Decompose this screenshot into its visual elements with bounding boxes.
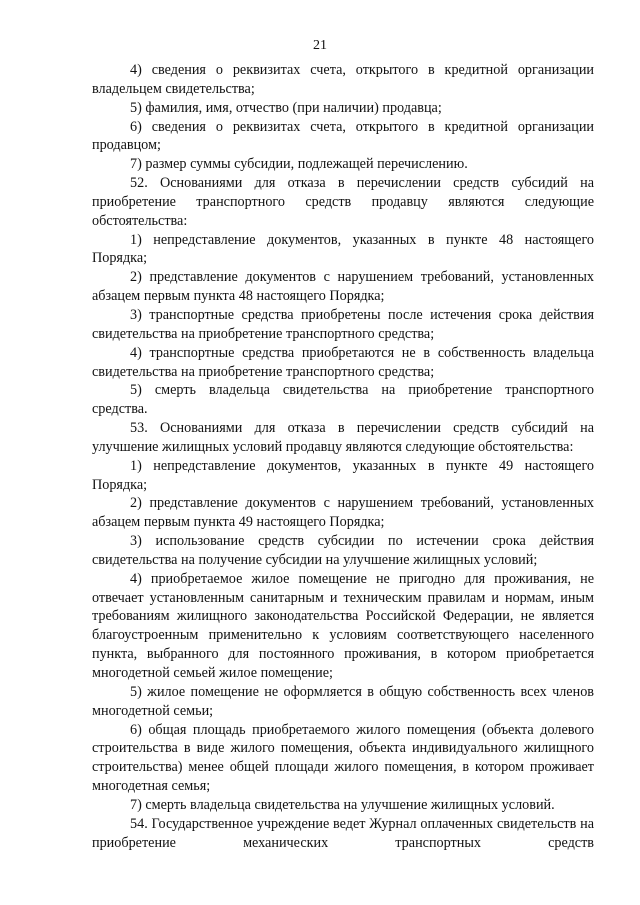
paragraph-53-item-7: 7) смерть владельца свидетельства на улучшение жилищных условий. <box>130 796 555 813</box>
page-number: 21 <box>313 38 327 53</box>
paragraph-item-6-seller-account: 6) сведения о реквизитах счета, открытого в кредитной организации продавцом; <box>92 118 594 154</box>
paragraph-clause-52: 52. Основаниями для отказа в перечислении средств субсидий на приобретение транспортного средств продавцу являются следующие обстоятельства: <box>92 175 594 229</box>
paragraph-clause-53: 53. Основаниями для отказа в перечислении средств субсидий на улучшение жилищных условий продавцу являются следующие обстоятельства: <box>92 420 594 455</box>
paragraph-item-4-account-owner: 4) сведения о реквизитах счета, открытого в кредитной организации владельцем свидетельства; <box>92 62 594 97</box>
paragraph-53-item-6: 6) общая площадь приобретаемого жилого помещения (объекта долевого строительства в виде жилого помещения, объекта индивидуального жилищного строительства) менее общей площади жилого помещения, в котором проживает многодетная семья; <box>92 721 594 795</box>
paragraph-53-item-2: 2) представление документов с нарушением требований, установленных абзацем первым пункта 49 настоящего Порядка; <box>92 495 594 531</box>
paragraph-53-item-1: 1) непредставление документов, указанных в пункте 49 настоящего Порядка; <box>92 457 594 493</box>
paragraph-53-item-4: 4) приобретаемое жилое помещение не пригодно для проживания, не отвечает установленным санитарным и техническим правилам и нормам, иным требованиям жилищного законодательства Российской Федерации, не является благоустроенным применительно к условиям соответствующего населенного пункта, выбранного для постоянного проживания, в котором приобретается многодетной семьей жилое помещение; <box>92 570 594 681</box>
paragraph-52-item-3: 3) транспортные средства приобретены после истечения срока действия свидетельства на приобретение транспортного средства; <box>92 306 594 342</box>
document-body <box>92 61 594 852</box>
paragraph-52-item-4: 4) транспортные средства приобретаются не в собственность владельца свидетельства на приобретение транспортного средства; <box>92 344 594 380</box>
paragraph-52-item-5: 5) смерть владельца свидетельства на приобретение транспортного средства. <box>92 382 594 418</box>
paragraph-item-5-seller-name: 5) фамилия, имя, отчество (при наличии) продавца; <box>130 99 442 116</box>
paragraph-52-item-1: 1) непредставление документов, указанных в пункте 48 настоящего Порядка; <box>92 231 594 267</box>
paragraph-53-item-5: 5) жилое помещение не оформляется в общую собственность всех членов многодетной семьи; <box>92 683 594 719</box>
paragraph-52-item-2: 2) представление документов с нарушением требований, установленных абзацем первым пункта 48 настоящего Порядка; <box>92 269 594 305</box>
paragraph-clause-54: 54. Государственное учреждение ведет Журнал оплаченных свидетельств на приобретение механических транспортных средств <box>92 815 594 851</box>
paragraph-item-7-subsidy-amount: 7) размер суммы субсидии, подлежащей перечислению. <box>130 156 468 173</box>
paragraph-53-item-3: 3) использование средств субсидии по истечении срока действия свидетельства на получение субсидии на улучшение жилищных условий; <box>92 533 594 568</box>
